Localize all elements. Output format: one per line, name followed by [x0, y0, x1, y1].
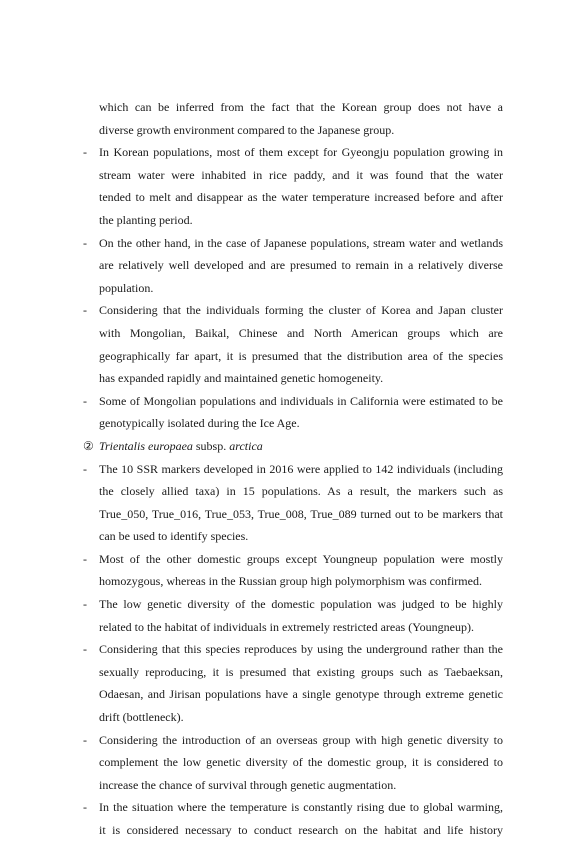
- text-line: homozygous, whereas in the Russian group high polymorphism was confirmed.: [99, 574, 482, 589]
- paragraph-continuation: [83, 96, 503, 141]
- species-name: Trientalis europaea: [99, 438, 193, 453]
- bullet-item: [83, 548, 503, 593]
- text-line: geographically far apart, it is presumed that the distribution area of the species: [99, 348, 503, 363]
- text-line: Considering that this species reproduces by using the underground rather than the: [99, 642, 503, 657]
- text-line: related to the habitat of individuals in extremely restricted areas (Youngneup).: [99, 619, 474, 634]
- bullet-item: [83, 593, 503, 638]
- text-line: drift (bottleneck).: [99, 710, 184, 725]
- text-line: which can be inferred from the fact that the Korean group does not have a: [99, 100, 503, 114]
- bullet-dash: -: [83, 235, 87, 250]
- text-line: tended to melt and disappear as the water temperature increased before and after: [99, 190, 503, 205]
- bullet-dash: -: [83, 145, 87, 160]
- text-line: Some of Mongolian populations and individuals in California were estimated to be: [99, 393, 503, 408]
- text-line: Odaesan, and Jirisan populations have a single genotype through extreme genetic: [99, 687, 503, 702]
- heading-line: [83, 435, 503, 458]
- text-line: with Mongolian, Baikal, Chinese and North American groups which are: [99, 325, 503, 340]
- section-number: ②: [83, 438, 94, 453]
- document-body: [83, 96, 503, 842]
- subspecies-epithet: arctica: [229, 438, 263, 453]
- text-line: genotypically isolated during the Ice Age.: [99, 416, 300, 431]
- text-line: In the situation where the temperature is constantly rising due to global warming,: [99, 800, 503, 815]
- bullet-dash: -: [83, 461, 87, 476]
- bullet-item: [83, 390, 503, 435]
- bullet-dash: -: [83, 303, 87, 318]
- text-line: complement the low genetic diversity of the domestic group, it is considered to: [99, 755, 503, 770]
- text-line: True_050, True_016, True_053, True_008, True_089 turned out to be markers that: [99, 506, 503, 521]
- text-line: Considering that the individuals forming the cluster of Korea and Japan cluster: [99, 303, 503, 318]
- bullet-item: [83, 458, 503, 548]
- bullet-item: [83, 141, 503, 231]
- text-line: it is considered necessary to conduct research on the habitat and life history: [99, 823, 503, 837]
- text-line: population.: [99, 280, 154, 295]
- bullet-dash: -: [83, 642, 87, 657]
- text-line: the planting period.: [99, 212, 193, 227]
- text-line: Most of the other domestic groups except Youngneup population were mostly: [99, 551, 503, 566]
- text-line: sexually reproducing, it is presumed that existing groups such as Taebaeksan,: [99, 664, 503, 679]
- text-line: can be used to identify species.: [99, 529, 249, 544]
- bullet-item: [83, 729, 503, 797]
- bullet-dash: -: [83, 732, 87, 747]
- text-line: stream water were inhabited in rice paddy, and it was found that the water: [99, 167, 503, 182]
- text-line: On the other hand, in the case of Japanese populations, stream water and wetlands: [99, 235, 503, 250]
- text-line: The low genetic diversity of the domestic population was judged to be highly: [99, 597, 503, 612]
- bullet-item: [83, 796, 503, 841]
- bullet-dash: -: [83, 393, 87, 408]
- section-heading: [83, 435, 503, 458]
- text-line: The 10 SSR markers developed in 2016 were applied to 142 individuals (including: [99, 461, 503, 476]
- bullet-dash: -: [83, 800, 87, 815]
- text-line: the closely allied taxa) in 15 populations. As a result, the markers such as: [99, 484, 503, 499]
- bullet-item: [83, 299, 503, 389]
- text-line: In Korean populations, most of them except for Gyeongju population growing in: [99, 145, 503, 160]
- text-line: increase the chance of survival through genetic augmentation.: [99, 777, 397, 792]
- bullet-dash: -: [83, 551, 87, 566]
- text-line: has expanded rapidly and maintained genetic homogeneity.: [99, 371, 384, 386]
- bullet-dash: -: [83, 597, 87, 612]
- rank-label: subsp.: [195, 438, 227, 453]
- bullet-item: [83, 232, 503, 300]
- text-line: diverse growth environment compared to the Japanese group.: [99, 122, 395, 137]
- bullet-item: [83, 638, 503, 728]
- text-line: Considering the introduction of an overseas group with high genetic diversity to: [99, 732, 503, 747]
- text-line: are relatively well developed and are presumed to remain in a relatively diverse: [99, 258, 503, 273]
